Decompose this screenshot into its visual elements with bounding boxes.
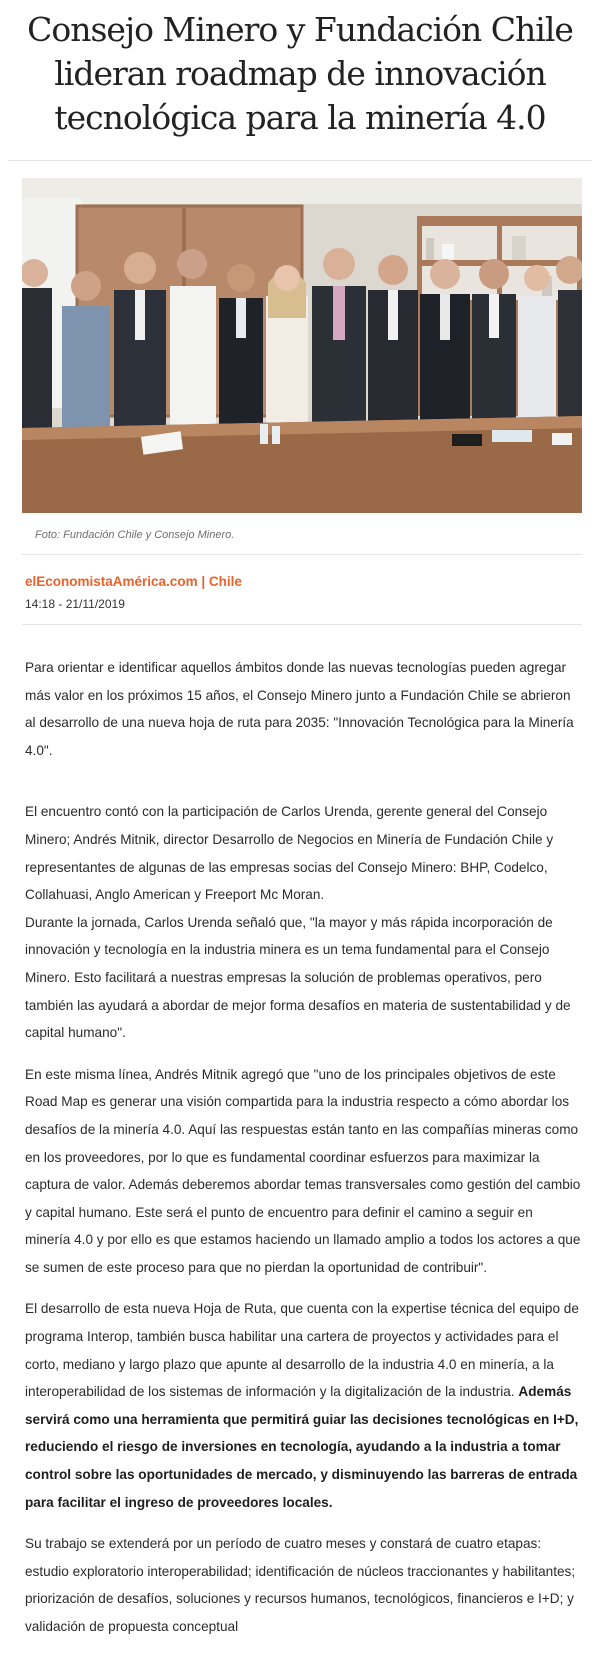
article-text-bold: Además servirá como una herramienta que permitirá guiar las decisiones tecnológicas en I+D, reduciendo el riesgo de inversiones en tecnología, ayudando a la industria a tomar control sobre las oportunidades de mercado, y disminuyendo las barreras de entrada para facilitar el ingreso de proveedores locales. — [25, 1384, 579, 1510]
article-paragraph: En este misma línea, Andrés Mitnik agregó que "uno de los principales objetivos de este Road Map es generar una visión compartida para la industria respecto a cómo abordar los desafíos de la minería 4.0. Aquí las respuestas están tanto en las compañías mineras como en los proveedores, por lo que es fundamental coordinar esfuerzos para maximizar la captura de valor. Además deberemos abordar temas transversales como gestión del cambio y capital humano. Este será el punto de encuentro para definir el camino a seguir en minería 4.0 y por ello es que estamos haciendo un llamado amplio a todos los actores a que se sumen de este proceso para que no pierdan la oportunidad de contribuir". — [25, 1066, 581, 1275]
source-link[interactable]: elEconomistaAmérica.com | Chile — [25, 574, 242, 589]
article-paragraph: Para orientar e identificar aquellos ámbitos donde las nuevas tecnologías pueden agregar más valor en los próximos 15 años, el Consejo Minero junto a Fundación Chile se abrieron al desarrollo de una nueva hoja de ruta para 2035: "Innovación Tecnológica para la Minería 4.0". — [25, 660, 574, 758]
dateline-divider — [22, 624, 582, 625]
caption-divider — [22, 554, 582, 555]
article-paragraph: Durante la jornada, Carlos Urenda señaló que, "la mayor y más rápida incorporación de innovación y tecnología en la industria minera es un tema fundamental para el Consejo Minero. Esto facilitará a nuestras empresas la solución de problemas operativos, pero también las ayudará a abordar de mejor forma desafíos en materia de sustentabilidad y de capital humano". — [25, 914, 571, 1041]
article-text-regular: El desarrollo de esta nueva Hoja de Ruta, que cuenta con la expertise técnica del equipo de programa Interop, también busca habilitar una cartera de proyectos y actividades para el corto, mediano y largo plazo que apunte al desarrollo de la industria 4.0 en minería, a la interoperabilidad de los sistemas de información y la digitalización de la industria. — [25, 1301, 579, 1400]
article-headline: Consejo Minero y Fundación Chile lideran roadmap de innovación tecnológica para la minería 4.0 — [27, 10, 573, 137]
article-paragraph: Su trabajo se extenderá por un período de cuatro meses y constará de cuatro etapas: estudio exploratorio interoperabilidad; identificación de núcleos traccionantes y habilitantes; priorización de desafíos, soluciones y recursos humanos, tecnológicos, financieros e I+D; y validación de propuesta conceptual — [25, 1536, 576, 1634]
article-paragraph: El encuentro contó con la participación de Carlos Urenda, gerente general del Consejo Minero; Andrés Mitnik, director Desarrollo de Negocios en Minería de Fundación Chile y representantes de algunas de las empresas socias del Consejo Minero: BHP, Codelco, Collahuasi, Anglo American y Freeport Mc Moran. — [25, 804, 554, 903]
photo-caption: Foto: Fundación Chile y Consejo Minero. — [35, 529, 235, 541]
article-paragraph — [25, 1295, 581, 1516]
article-body — [25, 654, 581, 1641]
publish-date: 14:18 - 21/11/2019 — [25, 597, 125, 611]
group-photo-image — [22, 178, 582, 513]
headline-divider — [8, 160, 592, 161]
